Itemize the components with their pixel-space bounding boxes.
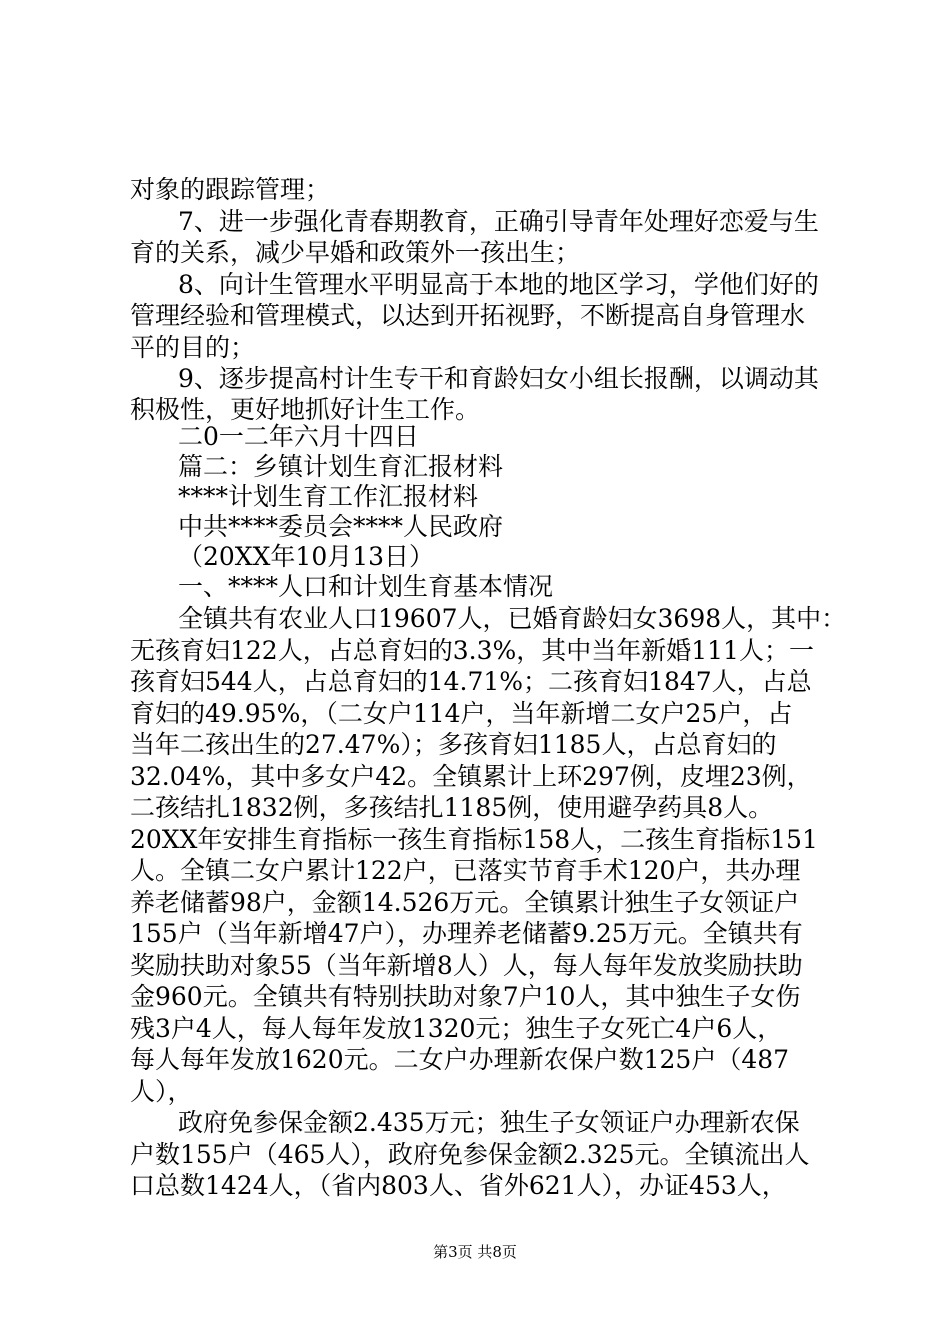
section-heading: 篇二：乡镇计划生育汇报材料 (178, 452, 504, 481)
text-line: 户数155户（465人），政府免参保金额2.325元。全镇流出人 (130, 1140, 810, 1169)
subsection-heading: 一、****人口和计划生育基本情况 (178, 572, 554, 601)
text-line: 9、逐步提高村计生专干和育龄妇女小组长报酬，以调动其 (178, 364, 819, 393)
date-line: 二0一二年六月十四日 (178, 422, 419, 451)
text-line: 二孩结扎1832例，多孩结扎1185例，使用避孕药具8人。 (130, 793, 774, 822)
text-line: 20XX年安排生育指标一孩生育指标158人，二孩生育指标151 (130, 825, 818, 854)
text-line: 管理经验和管理模式，以达到开拓视野，不断提高自身管理水 (130, 301, 806, 330)
text-line: 每人每年发放1620元。二女户办理新农保户数125户（487 (130, 1045, 790, 1074)
report-author: 中共****委员会****人民政府 (178, 512, 504, 541)
text-line: 口总数1424人，（省内803人、省外621人），办证453人， (130, 1171, 787, 1200)
text-line: 积极性，更好地抓好计生工作。 (130, 395, 481, 424)
text-line: 32.04%，其中多女户42。全镇累计上环297例，皮埋23例， (130, 762, 812, 791)
text-line: 孩育妇544人，占总育妇的14.71%；二孩育妇1847人，占总 (130, 667, 812, 696)
text-line: 金960元。全镇共有特别扶助对象7户10人，其中独生子女伤 (130, 982, 801, 1011)
text-line: 人）， (130, 1077, 193, 1106)
text-line: 人。全镇二女户累计122户，已落实节育手术120户，共办理 (130, 856, 801, 885)
text-line: 155户（当年新增47户），办理养老储蓄9.25万元。全镇共有 (130, 919, 803, 948)
text-line: 育的关系，减少早婚和政策外一孩出生； (130, 238, 581, 267)
text-line: 残3户4人，每人每年发放1320元；独生子女死亡4户6人， (130, 1014, 783, 1043)
text-line: 7、进一步强化青春期教育，正确引导青年处理好恋爱与生 (178, 207, 819, 236)
text-line: 无孩育妇122人，占总育妇的3.3%，其中当年新婚111人；一 (130, 636, 814, 665)
text-line: 全镇共有农业人口19607人，已婚育龄妇女3698人，其中： (178, 604, 847, 633)
text-line: 政府免参保金额2.435万元；独生子女领证户办理新农保 (178, 1108, 800, 1137)
text-line: 当年二孩出生的27.47%）；多孩育妇1185人，占总育妇的 (130, 730, 777, 759)
text-line: 奖励扶助对象55（当年新增8人）人，每人每年发放奖励扶助 (130, 951, 803, 980)
text-line: 8、向计生管理水平明显高于本地的地区学习，学他们好的 (178, 270, 819, 299)
text-line: 平的目的； (130, 333, 256, 362)
page-number-footer: 第3页 共8页 (433, 1243, 517, 1261)
text-line: 养老储蓄98户，金额14.526万元。全镇累计独生子女领证户 (130, 888, 800, 917)
report-title: ****计划生育工作汇报材料 (178, 482, 479, 511)
text-line: 育妇的49.95%，（二女户114户，当年新增二女户25户，占 (130, 699, 793, 728)
text-line: 对象的跟踪管理； (130, 175, 331, 204)
report-date: （20XX年10月13日） (178, 542, 435, 571)
